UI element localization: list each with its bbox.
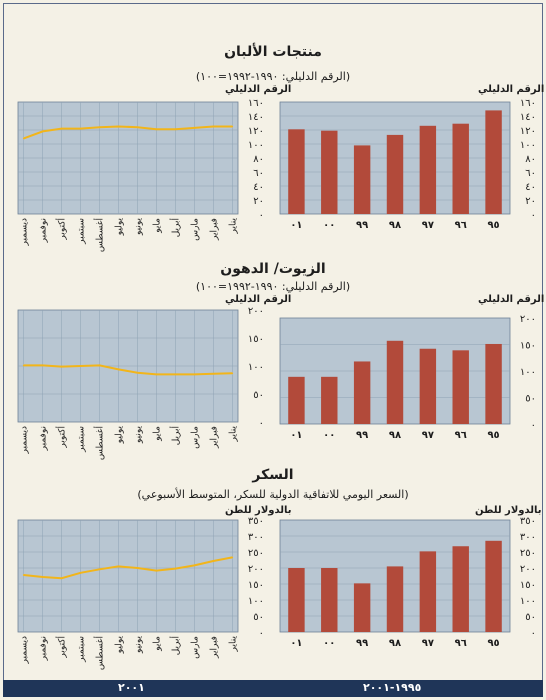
y-tick-label: ١٠٠	[519, 140, 536, 151]
x-tick-label: يوليو	[114, 636, 125, 654]
y-tick-label: ١٠٠	[247, 362, 264, 373]
unit-label-sugar-right: بالدولار للطن	[475, 505, 542, 516]
y-tick-label: ١٥٠	[519, 580, 536, 591]
y-tick-label: ١٤٠	[247, 112, 264, 123]
x-tick-label: فبراير	[209, 218, 220, 240]
x-tick-label: ٠٠	[323, 220, 336, 231]
bar	[485, 110, 501, 214]
x-tick-label: ٠٠	[323, 638, 336, 649]
unit-label-dairy-right: الرقم الدليلي	[478, 84, 545, 95]
x-tick-label: ديسمبر	[19, 426, 30, 454]
x-tick-label: ٩٩	[356, 638, 369, 649]
bar	[420, 126, 436, 214]
y-tick-label: ١٥٠	[247, 580, 264, 591]
footer-range: ١٩٩٥-٢٠٠١	[363, 681, 422, 694]
line-chart-dairy	[18, 98, 270, 258]
x-tick-label: مايو	[152, 218, 163, 233]
unit-label-dairy-left: الرقم الدليلي	[225, 84, 292, 95]
data-point	[99, 126, 101, 128]
section-title-oils: الزيوت/ الدهون	[220, 261, 326, 277]
x-tick-label: ٩٧	[421, 220, 434, 231]
y-tick-label: ٣٠٠	[247, 532, 264, 543]
bar	[354, 583, 370, 632]
y-tick-label: ٢٠	[525, 196, 536, 207]
data-point	[23, 365, 25, 367]
data-point	[42, 576, 44, 578]
y-tick-label: ١٤٠	[519, 112, 536, 123]
x-tick-label: ٩٩	[356, 430, 369, 441]
x-tick-label: ٠٠	[323, 430, 336, 441]
data-point	[118, 126, 120, 128]
y-tick-label: ٠	[530, 210, 536, 221]
bar	[288, 377, 304, 424]
data-point	[61, 577, 63, 579]
x-tick-label: ٩٥	[487, 638, 500, 649]
bar	[288, 568, 304, 632]
x-tick-label: يوليو	[114, 426, 125, 444]
section-subtitle-dairy: (الرقم الدليلي: ١٩٩٠-١٩٩٢=١٠٠)	[195, 70, 351, 83]
y-tick-label: ١٦٠	[247, 98, 264, 109]
data-point	[118, 566, 120, 568]
data-point	[80, 365, 82, 367]
plot-area	[18, 520, 238, 632]
line-chart-sugar	[18, 516, 270, 676]
data-point	[80, 128, 82, 130]
x-tick-label: نوفمبر	[38, 218, 49, 243]
bar	[321, 568, 337, 632]
data-point	[137, 126, 139, 128]
section-title-dairy: منتجات الألبان	[224, 44, 322, 60]
y-tick-label: ١٢٠	[247, 126, 264, 137]
x-tick-label: ٩٥	[487, 430, 500, 441]
data-point	[99, 365, 101, 367]
y-tick-label: ٢٠	[253, 196, 264, 207]
x-tick-label: مارس	[190, 426, 201, 449]
bar	[485, 344, 501, 424]
x-tick-label: ٩٩	[356, 220, 369, 231]
x-tick-label: يونيو	[133, 636, 144, 654]
data-point	[137, 567, 139, 569]
y-tick-label: ٥٠	[253, 612, 264, 623]
data-point	[213, 560, 215, 562]
x-tick-label: أبريل	[171, 426, 182, 446]
bar	[288, 129, 304, 214]
x-tick-label: أبريل	[171, 218, 182, 238]
y-tick-label: ٠	[530, 628, 536, 639]
x-tick-label: أبريل	[171, 636, 182, 656]
data-point	[23, 138, 25, 140]
x-tick-label: أكتوبر	[57, 426, 68, 448]
x-tick-label: يناير	[228, 218, 239, 234]
x-tick-label: يونيو	[133, 426, 144, 444]
x-tick-label: أغسطس	[95, 426, 106, 461]
data-point	[175, 129, 177, 131]
y-tick-label: ٤٠	[525, 182, 536, 193]
y-tick-label: ٢٠٠	[519, 314, 536, 325]
bar	[453, 546, 469, 632]
bar	[387, 566, 403, 632]
x-tick-label: ٩٨	[388, 220, 402, 231]
x-tick-label: ديسمبر	[19, 636, 30, 664]
y-tick-label: ٨٠	[253, 154, 264, 165]
data-point	[175, 374, 177, 376]
y-tick-label: ٥٠	[253, 390, 264, 401]
footer-year: ٢٠٠١	[118, 681, 145, 694]
x-tick-label: نوفمبر	[38, 426, 49, 451]
y-tick-label: ٠	[530, 420, 536, 431]
y-tick-label: ٠	[258, 628, 264, 639]
x-tick-label: أغسطس	[95, 636, 106, 671]
unit-label-oils-left: الرقم الدليلي	[225, 294, 292, 305]
data-point	[80, 572, 82, 574]
y-tick-label: ٢٥٠	[247, 548, 264, 559]
bar-chart-dairy	[280, 98, 542, 238]
data-point	[156, 374, 158, 376]
x-tick-label: يناير	[228, 426, 239, 442]
y-tick-label: ٨٠	[525, 154, 536, 165]
y-tick-label: ٢٠٠	[247, 306, 264, 317]
bar	[485, 541, 501, 632]
x-tick-label: مارس	[190, 636, 201, 659]
x-tick-label: ٩٥	[487, 220, 500, 231]
y-tick-label: ٥٠	[525, 393, 536, 405]
x-tick-label: ديسمبر	[19, 218, 30, 246]
y-tick-label: ٥٠	[525, 612, 536, 623]
bar	[453, 350, 469, 424]
y-tick-label: ١٥٠	[519, 340, 536, 352]
bar	[387, 135, 403, 214]
data-point	[232, 372, 234, 374]
x-tick-label: مارس	[190, 218, 201, 241]
bar	[354, 361, 370, 424]
y-tick-label: ٤٠	[253, 182, 264, 193]
bar-chart-oils	[280, 314, 542, 448]
y-tick-label: ٠	[258, 210, 264, 221]
section-subtitle-sugar: (السعر اليومي للاتفاقية الدولية للسكر، المتوسط الأسبوعي)	[137, 488, 409, 501]
data-point	[61, 128, 63, 130]
x-tick-label: ٩٨	[388, 430, 402, 441]
y-tick-label: ٣٠٠	[519, 532, 536, 543]
bar	[420, 551, 436, 632]
x-tick-label: ٠١	[290, 638, 303, 649]
bar	[453, 124, 469, 214]
section-subtitle-oils: (الرقم الدليلي: ١٩٩٠-١٩٩٢=١٠٠)	[195, 280, 351, 293]
bar-chart-sugar	[280, 516, 542, 656]
x-tick-label: ٠١	[290, 430, 303, 441]
y-tick-label: ٣٥٠	[247, 516, 264, 527]
data-point	[42, 131, 44, 133]
y-tick-label: ٢٥٠	[519, 548, 536, 559]
bar	[420, 349, 436, 424]
y-tick-label: ١٠٠	[247, 596, 264, 607]
data-point	[213, 373, 215, 375]
data-point	[137, 372, 139, 374]
y-tick-label: ١٠٠	[247, 140, 264, 151]
bar	[321, 377, 337, 424]
unit-label-oils-right: الرقم الدليلي	[478, 294, 545, 305]
x-tick-label: مايو	[152, 636, 163, 651]
x-tick-label: ٩٨	[388, 638, 402, 649]
x-tick-label: مايو	[152, 426, 163, 441]
y-tick-label: ١٠٠	[519, 596, 536, 607]
y-tick-label: ٣٥٠	[519, 516, 536, 527]
y-tick-label: ٢٠٠	[519, 564, 536, 575]
x-tick-label: سبتمبر	[76, 426, 87, 452]
x-tick-label: يوليو	[114, 218, 125, 236]
x-tick-label: فبراير	[209, 636, 220, 658]
y-tick-label: ١٥٠	[247, 334, 264, 345]
y-tick-label: ١٢٠	[519, 126, 536, 137]
data-point	[42, 365, 44, 367]
x-tick-label: ٩٦	[454, 220, 467, 231]
x-tick-label: ٩٦	[454, 638, 467, 649]
bar	[387, 341, 403, 424]
x-tick-label: ٩٧	[421, 638, 434, 649]
data-point	[232, 126, 234, 128]
line-chart-oils	[18, 306, 270, 466]
unit-label-sugar-left: بالدولار للطن	[225, 505, 292, 516]
x-tick-label: ٩٦	[454, 430, 467, 441]
x-tick-label: أغسطس	[95, 218, 106, 253]
data-point	[175, 568, 177, 570]
x-tick-label: يناير	[228, 636, 239, 652]
data-point	[232, 557, 234, 559]
data-point	[156, 570, 158, 572]
data-point	[194, 127, 196, 129]
y-tick-label: ١٠٠	[519, 367, 536, 378]
data-point	[213, 126, 215, 128]
bar	[354, 145, 370, 214]
x-tick-label: ٠١	[290, 220, 303, 231]
section-title-sugar: السكر	[252, 467, 294, 483]
bar	[321, 131, 337, 214]
x-tick-label: سبتمبر	[76, 218, 87, 244]
x-tick-label: ٩٧	[421, 430, 434, 441]
x-tick-label: أكتوبر	[57, 636, 68, 658]
data-point	[194, 565, 196, 567]
y-tick-label: ١٦٠	[519, 98, 536, 109]
data-point	[194, 374, 196, 376]
data-point	[99, 568, 101, 570]
x-tick-label: سبتمبر	[76, 636, 87, 662]
x-tick-label: يونيو	[133, 218, 144, 236]
data-point	[118, 369, 120, 371]
y-tick-label: ٢٠٠	[247, 564, 264, 575]
y-tick-label: ٦٠	[525, 168, 536, 179]
data-point	[23, 574, 25, 576]
data-point	[61, 366, 63, 368]
x-tick-label: أكتوبر	[57, 218, 68, 240]
y-tick-label: ٦٠	[253, 168, 264, 179]
footer-bar	[3, 680, 543, 697]
y-tick-label: ٠	[258, 418, 264, 429]
data-point	[156, 129, 158, 131]
x-tick-label: نوفمبر	[38, 636, 49, 661]
x-tick-label: فبراير	[209, 426, 220, 448]
